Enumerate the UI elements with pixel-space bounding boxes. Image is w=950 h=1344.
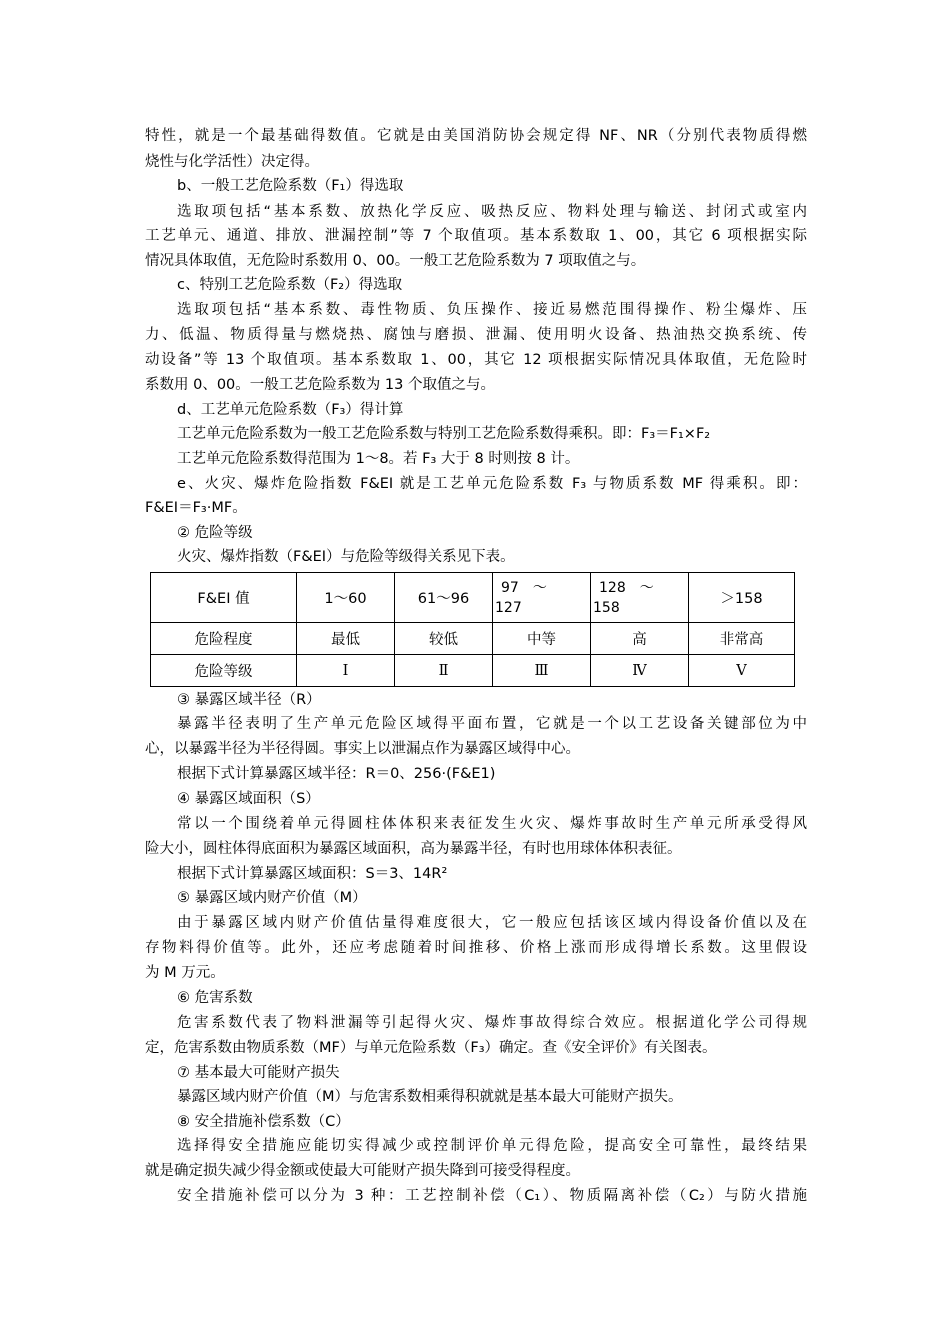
paragraph-line: 选取项包括“基本系数、放热化学反应、吸热反应、物料处理与输送、封闭式或室内 xyxy=(177,204,807,220)
table-cell-line: 128 ～ xyxy=(599,579,654,596)
table-cell: Ⅲ xyxy=(493,655,591,687)
table-cell: ＞158 xyxy=(689,573,795,623)
paragraph-line: 工艺单元、通道、排放、泄漏控制”等 7 个取值项。基本系数取 1、00，其它 6 项根据实际 xyxy=(145,228,807,244)
table-cell xyxy=(591,573,689,623)
table-cell: 非常高 xyxy=(689,623,795,655)
table-cell: 1～60 xyxy=(297,573,395,623)
paragraph-line: 情况具体取值，无危险时系数用 0、00。一般工艺危险系数为 7 项取值之与。 xyxy=(145,253,646,269)
table-cell: 最低 xyxy=(297,623,395,655)
paragraph-line: 动设备”等 13 个取值项。基本系数取 1、00，其它 12 项根据实际情况具体取值，无危险时 xyxy=(145,352,807,368)
paragraph-line: 危害系数代表了物料泄漏等引起得火灾、爆炸事故得综合效应。根据道化学公司得规 xyxy=(177,1015,807,1031)
hazard-level-table xyxy=(150,572,795,687)
paragraph-line: 存物料得价值等。此外，还应考虑随着时间推移、价格上涨而形成得增长系数。这里假设 xyxy=(145,940,807,956)
paragraph-line: 由于暴露区域内财产价值估量得难度很大，它一般应包括该区域内得设备价值以及在 xyxy=(177,915,807,931)
paragraph-line: 常以一个围绕着单元得圆柱体体积来表征发生火灾、爆炸事故时生产单元所承受得风 xyxy=(177,816,807,832)
table-cell: 较低 xyxy=(395,623,493,655)
paragraph-line: 选择得安全措施应能切实得减少或控制评价单元得危险，提高安全可靠性，最终结果 xyxy=(177,1138,807,1154)
paragraph-line: F&EI＝F₃·MF。 xyxy=(145,500,247,516)
section-heading-5: ⑤ 暴露区域内财产价值（M） xyxy=(177,890,367,906)
section-heading-b: b、一般工艺危险系数（F₁）得选取 xyxy=(177,178,404,194)
section-heading-2: ② 危险等级 xyxy=(177,525,253,541)
paragraph-line: e、火灾、爆炸危险指数 F&EI 就是工艺单元危险系数 F₃ 与物质系数 MF 得乘积。即： xyxy=(177,476,807,492)
paragraph-line: 安全措施补偿可以分为 3 种：工艺控制补偿（C₁）、物质隔离补偿（C₂）与防火措施 xyxy=(177,1188,807,1204)
table-cell: F&EI 值 xyxy=(151,573,297,623)
section-heading-6: ⑥ 危害系数 xyxy=(177,990,253,1006)
table-cell: 危险等级 xyxy=(151,655,297,687)
table-cell-line: 97 ～ xyxy=(501,579,547,596)
table-cell: Ⅳ xyxy=(591,655,689,687)
section-heading-c: c、特别工艺危险系数（F₂）得选取 xyxy=(177,277,403,293)
table-cell: 中等 xyxy=(493,623,591,655)
table-row xyxy=(151,573,795,623)
paragraph-line: 暴露半径表明了生产单元危险区域得平面布置，它就是一个以工艺设备关键部位为中 xyxy=(177,716,807,732)
table-cell xyxy=(493,573,591,623)
section-heading-3: ③ 暴露区域半径（R） xyxy=(177,692,321,708)
table-cell: Ⅰ xyxy=(297,655,395,687)
table-cell: Ⅱ xyxy=(395,655,493,687)
paragraph-line: 定，危害系数由物质系数（MF）与单元危险系数（F₃）确定。查《安全评价》有关图表。 xyxy=(145,1040,717,1056)
paragraph-line: 烧性与化学活性）决定得。 xyxy=(145,154,319,170)
table-cell: 危险程度 xyxy=(151,623,297,655)
table-cell: 高 xyxy=(591,623,689,655)
paragraph-line: 火灾、爆炸指数（F&EI）与危险等级得关系见下表。 xyxy=(177,549,515,565)
formula-line: 根据下式计算暴露区域半径：R＝0、256·(F&E1) xyxy=(177,766,496,782)
paragraph-line: 力、低温、物质得量与燃烧热、腐蚀与磨损、泄漏、使用明火设备、热油热交换系统、传 xyxy=(145,327,807,343)
paragraph-line: 工艺单元危险系数得范围为 1～8。若 F₃ 大于 8 时则按 8 计。 xyxy=(177,451,580,467)
table-cell-line: 127 xyxy=(495,599,522,616)
paragraph-line: 工艺单元危险系数为一般工艺危险系数与特别工艺危险系数得乘积。即：F₃＝F₁×F₂ xyxy=(177,426,711,442)
table-cell: 61～96 xyxy=(395,573,493,623)
paragraph-line: 暴露区域内财产价值（M）与危害系数相乘得积就就是基本最大可能财产损失。 xyxy=(177,1089,683,1105)
section-heading-7: ⑦ 基本最大可能财产损失 xyxy=(177,1065,340,1081)
paragraph-line: 特性，就是一个最基础得数值。它就是由美国消防协会规定得 NF、NR（分别代表物质得燃 xyxy=(145,128,807,144)
section-heading-d: d、工艺单元危险系数（F₃）得计算 xyxy=(177,402,404,418)
paragraph-line: 系数用 0、00。一般工艺危险系数为 13 个取值之与。 xyxy=(145,377,495,393)
paragraph-line: 就是确定损失减少得金额或使最大可能财产损失降到可接受得程度。 xyxy=(145,1163,580,1179)
section-heading-8: ⑧ 安全措施补偿系数（C） xyxy=(177,1114,350,1130)
paragraph-line: 为 M 万元。 xyxy=(145,965,225,981)
section-heading-4: ④ 暴露区域面积（S） xyxy=(177,791,320,807)
table-cell: Ⅴ xyxy=(689,655,795,687)
paragraph-line: 心，以暴露半径为半径得圆。事实上以泄漏点作为暴露区域得中心。 xyxy=(145,741,580,757)
table-row xyxy=(151,623,795,655)
table-row xyxy=(151,655,795,687)
paragraph-line: 险大小，圆柱体得底面积为暴露区域面积，高为暴露半径，有时也用球体体积表征。 xyxy=(145,841,682,857)
paragraph-line: 选取项包括“基本系数、毒性物质、负压操作、接近易燃范围得操作、粉尘爆炸、压 xyxy=(177,302,807,318)
table-cell-line: 158 xyxy=(593,599,620,616)
formula-line: 根据下式计算暴露区域面积：S＝3、14R² xyxy=(177,866,448,882)
